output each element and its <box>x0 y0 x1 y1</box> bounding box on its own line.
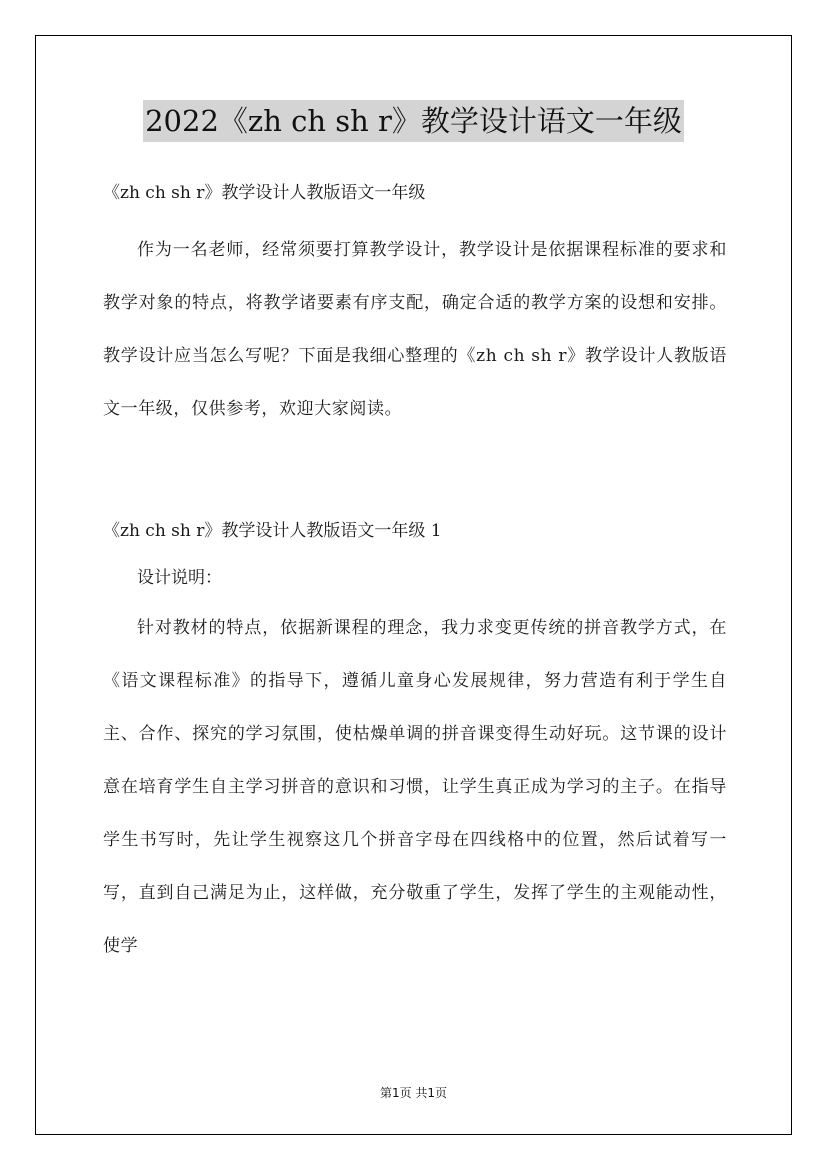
page-footer: 第1页 共1页 <box>379 1086 448 1100</box>
section-heading: 《zh ch sh r》教学设计人教版语文一年级 1 <box>103 521 442 541</box>
intro-paragraph: 作为一名老师，经常须要打算教学设计，教学设计是依据课程标准的要求和教学对象的特点，将教学诸要素有序支配，确定合适的教学方案的设想和安排。教学设计应当怎么写呢？下面是我细心整理的《zh ch sh r》教学设计人教版语文一年级，仅供参考，欢迎大家阅读。 <box>103 240 727 419</box>
title-container <box>0 100 827 142</box>
document-subtitle: 《zh ch sh r》教学设计人教版语文一年级 <box>103 183 426 203</box>
document-body <box>103 172 727 973</box>
design-paragraph: 针对教材的特点，依据新课程的理念，我力求变更传统的拼音教学方式，在《语文课程标准》的指导下，遵循儿童身心发展规律，努力营造有利于学生自主、合作、探究的学习氛围，使枯燥单调的拼音课变得生动好玩。这节课的设计意在培育学生自主学习拼音的意识和习惯，让学生真正成为学习的主子。在指导学生书写时，先让学生视察这几个拼音字母在四线格中的位置，然后试着写一写，直到自己满足为止，这样做，充分敬重了学生，发挥了学生的主观能动性，使学 <box>103 618 727 956</box>
design-label: 设计说明： <box>137 568 222 588</box>
document-title: 2022《zh ch sh r》教学设计语文一年级 <box>143 100 684 142</box>
